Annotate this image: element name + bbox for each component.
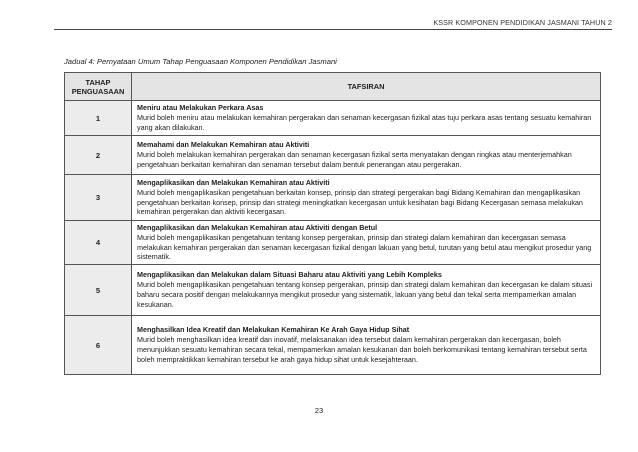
level-number: 3	[65, 175, 132, 221]
level-description	[132, 136, 601, 175]
level-number: 6	[65, 316, 132, 375]
column-header-level: TAHAP PENGUASAAN	[65, 73, 132, 101]
level-title: Mengaplikasikan dan Melakukan Kemahiran atau Aktiviti dengan Betul	[137, 222, 378, 232]
level-body: Murid boleh mengaplikasikan pengetahuan berkaitan konsep, prinsip dan strategi pergerakan bagi Bidang Kemahiran dan mengaplikasikan pengetahuan berkaitan konsep, prinsip dan strategi meningkatkan kecergasan untuk kesihatan bagi Bidang Kecergasan semasa melakukan kemahiran pergerakan dan aktiviti kecergasan.	[137, 187, 583, 217]
table-row	[65, 221, 601, 265]
level-description	[132, 265, 601, 316]
level-body: Murid boleh melakukan kemahiran pergerakan dan senaman kecergasan fizikal serta menyatakan dengan ringkas atau menterjemahkan pengetahuan berkaitan kemahiran dan senaman tersebut dalam bentuk penerangan atau pergerakan.	[137, 150, 572, 169]
level-description	[132, 316, 601, 375]
page-number: 23	[314, 406, 324, 415]
level-description	[132, 175, 601, 221]
level-number: 5	[65, 265, 132, 316]
level-description	[132, 101, 601, 136]
level-title: Memahami dan Melakukan Kemahiran atau Aktiviti	[137, 140, 310, 150]
level-number: 4	[65, 221, 132, 265]
running-header: KSSR KOMPONEN PENDIDIKAN JASMANI TAHUN 2	[433, 18, 612, 27]
level-title: Menghasilkan Idea Kreatif dan Melakukan Kemahiran Ke Arah Gaya Hidup Sihat	[137, 325, 410, 335]
level-body: Murid boleh menghasilkan idea kreatif dan inovatif, melaksanakan idea tersebut dalam kemahiran pergerakan dan kecergasan, boleh menunjukkan sesuatu kemahiran secara tekal, mempamerkan amalan kesukanan dan boleh berkomunikasi tentang kemahiran tersebut serta boleh mempraktikkan kemahiran tersebut ke arah gaya hidup sihat untuk kesejahteraan.	[137, 335, 587, 364]
level-body: Murid boleh mengaplikasikan pengetahuan tentang konsep pergerakan, prinsip dan strategi dalam kemahiran dan kecergasan ke dalam situasi baharu secara positif dengan melakukannya mengikut prosedur yang sistematik, lakuan yang betul dan tekal serta mempamerkan amalan kesukanan.	[137, 280, 593, 309]
column-header-description: TAFSIRAN	[132, 73, 601, 101]
level-body: Murid boleh meniru atau melakukan kemahiran pergerakan dan senaman kecergasan fizikal atas tuju perkara asas tentang sesuatu kemahiran yang akan dilakukan.	[137, 113, 592, 132]
level-description	[132, 221, 601, 265]
level-title: Meniru atau Melakukan Perkara Asas	[137, 103, 264, 113]
mastery-level-table	[64, 72, 601, 375]
table-row	[65, 136, 601, 175]
table-row	[65, 265, 601, 316]
level-title: Mengaplikasikan dan Melakukan Kemahiran atau Aktiviti	[137, 177, 330, 187]
header-divider	[54, 29, 612, 30]
level-number: 1	[65, 101, 132, 136]
table-row	[65, 101, 601, 136]
level-title: Mengaplikasikan dan Melakukan dalam Situasi Baharu atau Aktiviti yang Lebih Kompleks	[137, 270, 442, 280]
level-body: Murid boleh mengaplikasikan pengetahuan tentang konsep pergerakan, prinsip dan strategi dalam kemahiran dan kecergasan semasa melakukan kemahiran pergerakan dan senaman kecergasan fizikal dengan lakuan yang betul, turutan yang betul atau mengikut prosedur yang sistematik.	[137, 232, 592, 262]
table-header-row	[65, 73, 601, 101]
level-number: 2	[65, 136, 132, 175]
table-row	[65, 175, 601, 221]
table-row	[65, 316, 601, 375]
table-caption: Jadual 4: Pernyataan Umum Tahap Penguasaan Komponen Pendidikan Jasmani	[64, 57, 337, 66]
